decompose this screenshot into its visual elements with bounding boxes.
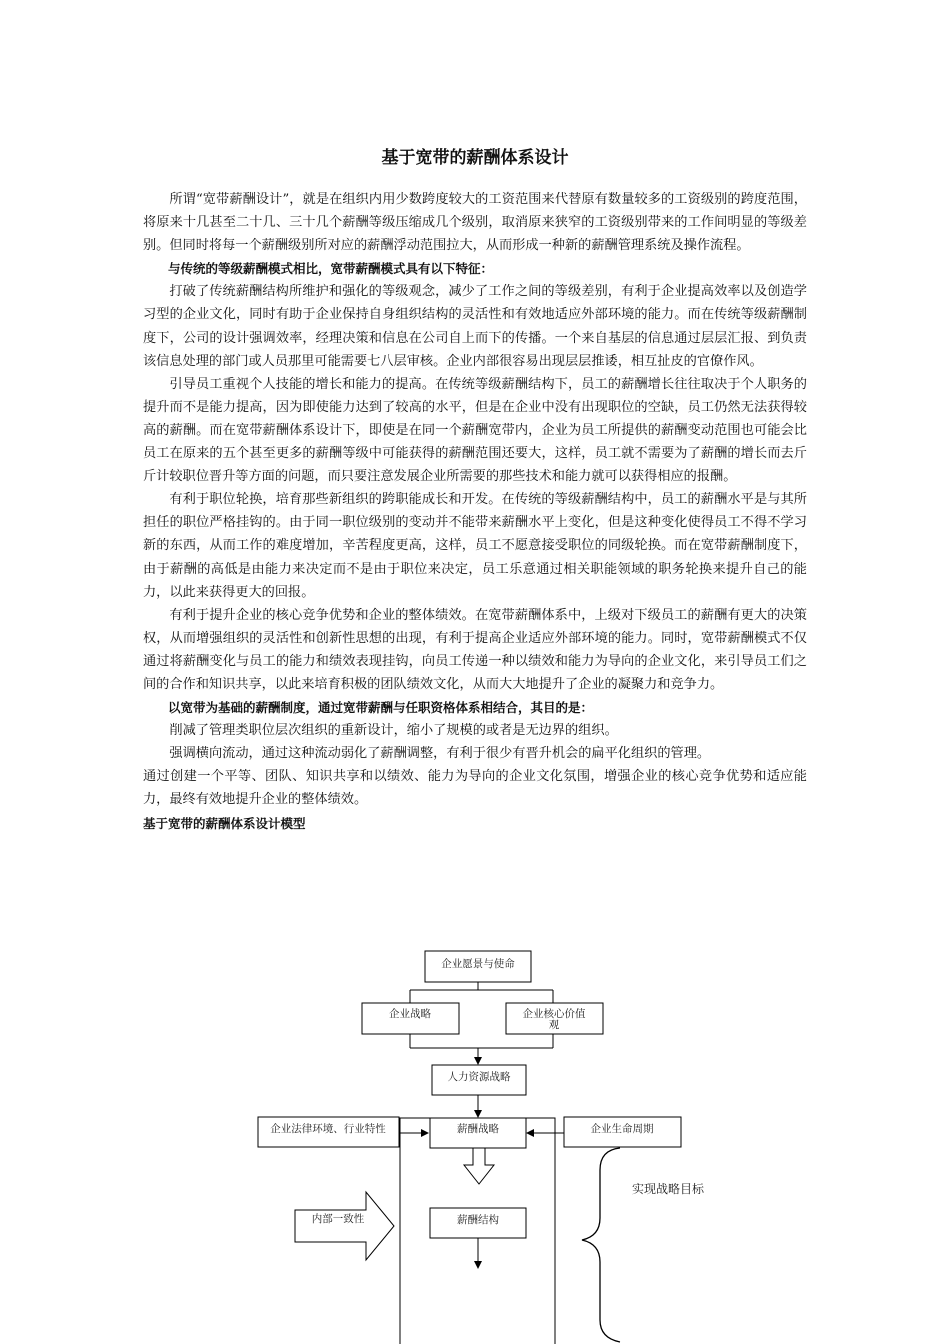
core-values-label-line1: 企业核心价值 bbox=[522, 1008, 586, 1020]
features-heading: 与传统的等级薪酬模式相比，宽带薪酬模式具有以下特征： bbox=[168, 261, 494, 277]
purpose-item-3: 通过创建一个平等、团队、知识共享和以绩效、能力为导向的企业文化氛围，增强企业的核心竞争优势和适应能力，最终有效地提升企业的整体绩效。 bbox=[143, 769, 807, 808]
feature-paragraph-1: 打破了传统薪酬结构所维护和强化的等级观念，减少了工作之间的等级差别，有利于企业提高效率以及创造学习型的企业文化，同时有助于企业保持自身组织结构的灵活性和有效地适应外部环境的能力。而在传统等级薪酬制度下，公司的设计强调效率，经理决策和信息在公司自上而下的传播。一个来自基层的信息通过层层汇报、到负责该信息处理的部门或人员那里可能需要七八层审核。企业内部很容易出现层层推诿，相互扯皮的官僚作风。 bbox=[143, 284, 807, 369]
strategic-goal-label: 实现战略目标 bbox=[632, 1182, 705, 1196]
legal-environment-label: 企业法律环境、行业特性 bbox=[270, 1123, 386, 1135]
hollow-down-arrow bbox=[464, 1148, 494, 1184]
purpose-item-2: 强调横向流动，通过这种流动弱化了薪酬调整，有利于很少有晋升机会的扁平化组织的管理。 bbox=[169, 746, 711, 762]
intro-paragraph: 所谓“宽带薪酬设计”，就是在组织内用少数跨度较大的工资范围来代替原有数量较多的工资级别的跨度范围，将原来十几甚至二十几、三十几个薪酬等级压缩成几个级别，取消原来狭窄的工资级别带来的工作间明显的等级差别。但同时将每一个薪酬级别所对应的薪酬浮动范围拉大，从而形成一种新的薪酬管理系统及操作流程。 bbox=[143, 192, 807, 254]
document-title: 基于宽带的薪酬体系设计 bbox=[381, 148, 569, 168]
vision-mission-label: 企业愿景与使命 bbox=[441, 958, 515, 970]
compensation-structure-label: 薪酬结构 bbox=[457, 1214, 499, 1226]
feature-paragraph-3: 有利于职位轮换，培育那些新组织的跨职能成长和开发。在传统的等级薪酬结构中，员工的薪酬水平是与其所担任的职位严格挂钩的。由于同一职位级别的变动并不能带来薪酬水平上变化，但是这种变化使得员工不得不学习新的东西，从而工作的难度增加，辛苦程度更高，这样，员工不愿意接受职位的同级轮换。而在宽带薪酬制度下，由于薪酬的高低是由能力来决定而不是由于职位来决定，员工乐意通过相关职能领域的职务轮换来提升自己的能力，以此来获得更大的回报。 bbox=[143, 492, 807, 600]
purpose-heading: 以宽带为基础的薪酬制度，通过宽带薪酬与任职资格体系相结合，其目的是： bbox=[168, 700, 594, 716]
right-brace bbox=[582, 1148, 620, 1342]
core-values-label-line2: 观 bbox=[548, 1019, 560, 1031]
purpose-item-1: 削减了管理类职位层次组织的重新设计，缩小了规模的或者是无边界的组织。 bbox=[169, 723, 618, 739]
compensation-strategy-label: 薪酬战略 bbox=[457, 1123, 499, 1135]
internal-consistency-label: 内部一致性 bbox=[311, 1213, 365, 1225]
feature-paragraph-2: 引导员工重视个人技能的增长和能力的提高。在传统等级薪酬结构下，员工的薪酬增长往往取决于个人职务的提升而不是能力提高，因为即使能力达到了较高的水平，但是在企业中没有出现职位的空缺，员工仍然无法获得较高的薪酬。而在宽带薪酬体系设计下，即使是在同一个薪酬宽带内，企业为员工所提供的薪酬变动范围也可能会比员工在原来的五个甚至更多的薪酬等级中可能获得的薪酬范围还要大，这样，员工就不需要为了薪酬的增长而去斤斤计较职位晋升等方面的问题，而只要注意发展企业所需要的那些技术和能力就可以获得相应的报酬。 bbox=[143, 376, 807, 485]
life-cycle-label: 企业生命周期 bbox=[590, 1123, 654, 1135]
model-heading: 基于宽带的薪酬体系设计模型 bbox=[143, 815, 306, 831]
internal-consistency-arrow bbox=[295, 1192, 394, 1260]
hr-strategy-label: 人力资源战略 bbox=[447, 1071, 511, 1083]
feature-paragraph-4: 有利于提升企业的核心竞争优势和企业的整体绩效。在宽带薪酬体系中，上级对下级员工的薪酬有更大的决策权，从而增强组织的灵活性和创新性思想的出现，有利于提高企业适应外部环境的能力。同时，宽带薪酬模式不仅通过将薪酬变化与员工的能力和绩效表现挂钩，向员工传递一种以绩效和能力为导向的企业文化，来引导员工们之间的合作和知识共享，以此来培育积极的团队绩效文化，从而大大地提升了企业的凝聚力和竞争力。 bbox=[143, 607, 807, 692]
enterprise-strategy-label: 企业战略 bbox=[389, 1008, 431, 1020]
